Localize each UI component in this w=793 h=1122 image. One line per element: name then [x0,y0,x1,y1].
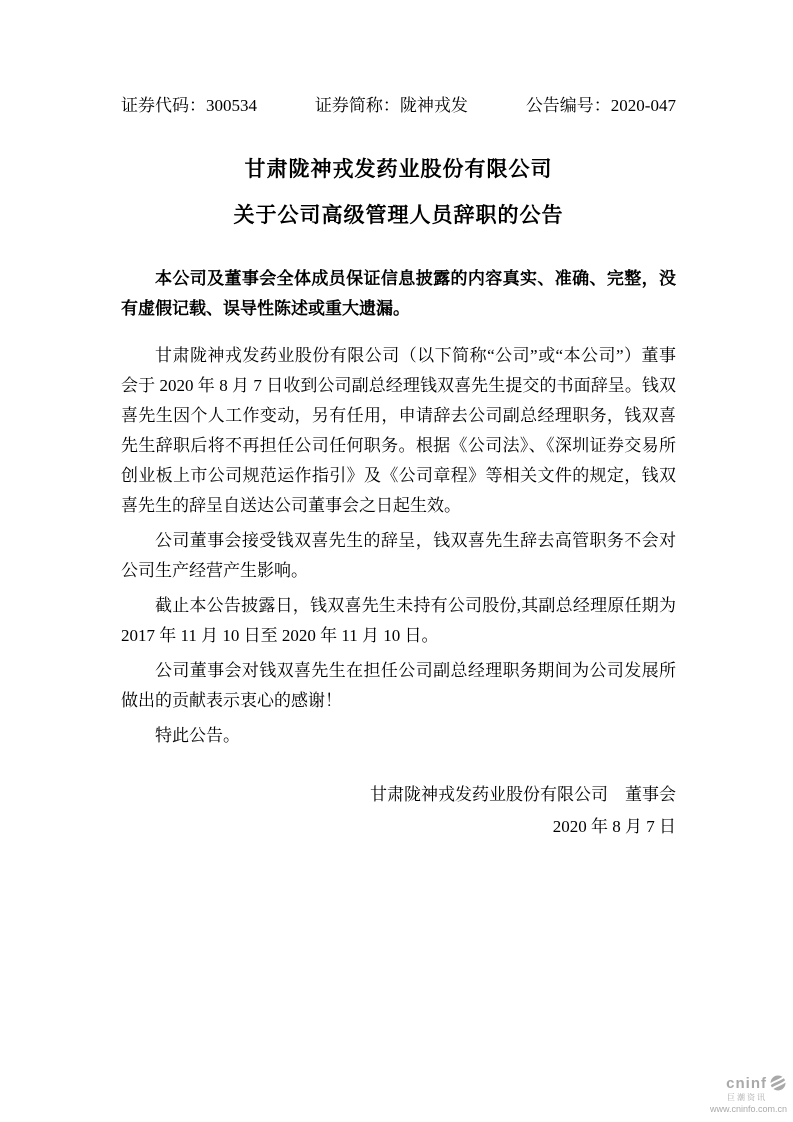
closing-line: 特此公告。 [155,726,240,745]
cninfo-watermark [710,1074,787,1114]
cninfo-logo-text: cninf [726,1074,767,1092]
signature-company: 甘肃陇神戎发药业股份有限公司 董事会 [370,785,676,804]
company-name-title: 甘肃陇神戎发药业股份有限公司 [244,157,553,181]
signature-block [121,779,676,843]
announcement-subject-title: 关于公司高级管理人员辞职的公告 [233,203,564,227]
cninfo-url: www.cninfo.com.cn [709,1104,787,1114]
cninfo-logo-row [710,1074,787,1092]
signature-date: 2020 年 8 月 7 日 [552,817,676,836]
body-paragraph: 甘肃陇神戎发药业股份有限公司（以下简称“公司”或“本公司”）董事会于 2020 年 8 月 7 日收到公司副总经理钱双喜先生提交的书面辞呈。钱双喜先生因个人工作变动，另有任用，申请辞去公司副总经理职务，钱双喜先生辞职后将不再担任公司任何职务。根据《公司法》、《深圳证券交易所创业板上市公司规范运作指引》及《公司章程》等相关文件的规定，钱双喜先生的辞呈自送达公司董事会之日起生效。 [121,346,676,515]
truthfulness-statement: 本公司及董事会全体成员保证信息披露的内容真实、准确、完整，没有虚假记载、误导性陈述或重大遗漏。 [121,269,676,318]
cninfo-brand-name: 巨潮资讯 [727,1093,767,1102]
body-paragraph: 公司董事会对钱双喜先生在担任公司副总经理职务期间为公司发展所做出的贡献表示衷心的感谢！ [121,661,676,710]
document-header [121,96,676,116]
body-paragraph: 截止本公告披露日，钱双喜先生未持有公司股份,其副总经理原任期为 2017 年 11 月 10 日至 2020 年 11 月 10 日。 [121,596,676,645]
body-paragraph: 公司董事会接受钱双喜先生的辞呈，钱双喜先生辞去高管职务不会对公司生产经营产生影响。 [121,531,676,580]
document-title [121,146,676,238]
announcement-number: 公告编号：2020-047 [525,96,676,115]
stock-code: 证券代码：300534 [121,96,257,115]
cninfo-globe-icon [769,1074,787,1092]
stock-short-name: 证券简称：陇神戎发 [314,96,468,115]
